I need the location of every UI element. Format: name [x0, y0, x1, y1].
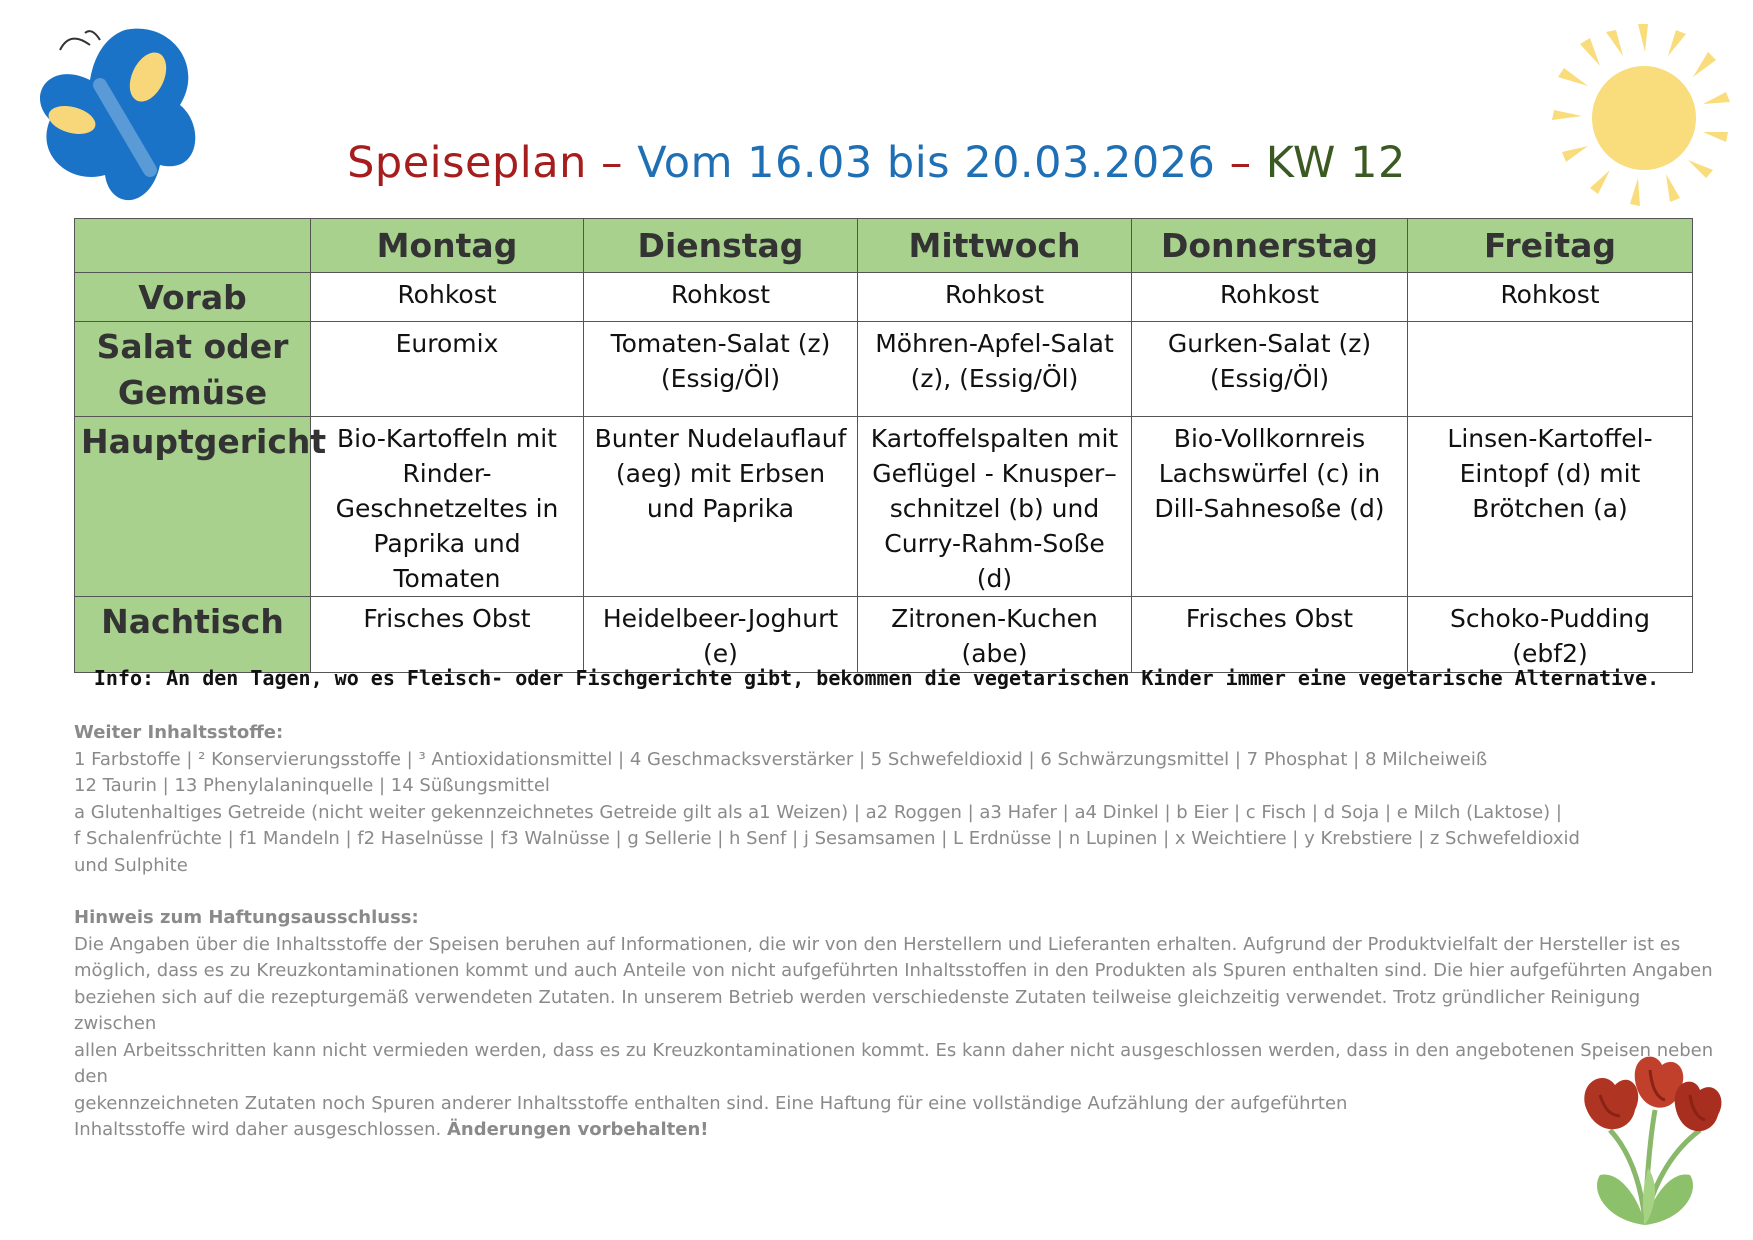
- ingredients-heading: Weiter Inhaltsstoffe:: [74, 722, 284, 743]
- corner-cell: [75, 219, 311, 273]
- changes-reserved: Änderungen vorbehalten!: [446, 1119, 709, 1140]
- table-header-row: [75, 219, 1693, 273]
- table-cell: Rohkost: [858, 273, 1132, 322]
- table-cell: Möhren-Apfel-Salat (z), (Essig/Öl): [858, 322, 1132, 417]
- table-cell: Rohkost: [1132, 273, 1408, 322]
- table-cell: Tomaten-Salat (z) (Essig/Öl): [584, 322, 858, 417]
- table-cell: Euromix: [311, 322, 584, 417]
- day-header: Freitag: [1408, 219, 1693, 273]
- page-title: [0, 138, 1753, 188]
- disclaimer-heading: Hinweis zum Haftungsausschluss:: [74, 907, 419, 928]
- row-label: Nachtisch: [75, 597, 311, 673]
- disclaimer-line: Die Angaben über die Inhaltsstoffe der Speisen beruhen auf Informationen, die wir von den Herstellern und Lieferanten erhalten. Aufgrund der Produktvielfalt der Hersteller ist es: [74, 933, 1681, 955]
- title-date-range: Vom 16.03 bis 20.03.2026: [637, 138, 1216, 188]
- table-cell: Schoko-Pudding (ebf2): [1408, 597, 1693, 673]
- table-cell: Rohkost: [584, 273, 858, 322]
- table-cell: Heidelbeer-Joghurt (e): [584, 597, 858, 673]
- title-dash: –: [586, 138, 638, 188]
- disclaimer-line: allen Arbeitsschritten kann nicht vermieden werden, dass es zu Kreuzkontaminationen kommt. Es kann daher nicht ausgeschlossen werden, dass in den angebotenen Speisen neben den: [74, 1039, 1714, 1087]
- table-cell: Frisches Obst: [311, 597, 584, 673]
- day-header: Donnerstag: [1132, 219, 1408, 273]
- table-cell: Frisches Obst: [1132, 597, 1408, 673]
- table-cell: Linsen-Kartoffel-Eintopf (d) mit Brötchen (a): [1408, 417, 1693, 597]
- ingredients-line: a Glutenhaltiges Getreide (nicht weiter gekennzeichnetes Getreide gilt als a1 Weizen) | a2 Roggen | a3 Hafer | a4 Dinkel | b Eier | c Fisch | d Soja | e Milch (Laktose) |: [74, 801, 1562, 823]
- title-speiseplan: Speiseplan: [347, 138, 587, 188]
- menu-table: [74, 218, 1693, 673]
- notes-section: [74, 720, 1714, 1144]
- ingredients-line: 1 Farbstoffe | ² Konservierungsstoffe | ³ Antioxidationsmittel | 4 Geschmacksverstärker | 5 Schwefeldioxid | 6 Schwärzungsmittel | 7 Phosphat | 8 Milcheiweiß: [74, 748, 1488, 770]
- title-week: KW 12: [1265, 138, 1406, 188]
- table-cell: Kartoffelspalten mit Geflügel - Knusper– schnitzel (b) und Curry-Rahm-Soße (d): [858, 417, 1132, 597]
- table-cell: Gurken-Salat (z) (Essig/Öl): [1132, 322, 1408, 417]
- day-header: Mittwoch: [858, 219, 1132, 273]
- row-label: Hauptgericht: [75, 417, 311, 597]
- table-cell: Rohkost: [311, 273, 584, 322]
- ingredients-line: und Sulphite: [74, 854, 188, 876]
- disclaimer-line: möglich, dass es zu Kreuzkontaminationen kommt und auch Anteile von nicht aufgeführten Inhaltsstoffen in den Produkten als Spuren enthalten sind. Die hier aufgeführten Angaben: [74, 960, 1713, 981]
- disclaimer-line: gekennzeichneten Zutaten noch Spuren anderer Inhaltsstoffe enthalten sind. Eine Haftung für eine vollständige Aufzählung der aufgeführten: [74, 1092, 1348, 1114]
- table-row: [75, 273, 1693, 322]
- row-label: Vorab: [75, 273, 311, 322]
- disclaimer-line: beziehen sich auf die rezepturgemäß verwendeten Zutaten. In unserem Betrieb werden verschiedenste Zutaten teilweise gleichzeitig verwendet. Trotz gründlicher Reinigung zwischen: [74, 986, 1641, 1034]
- table-cell: Bio-Kartoffeln mit Rinder-Geschnetzeltes in Paprika und Tomaten: [311, 417, 584, 597]
- table-cell: Rohkost: [1408, 273, 1693, 322]
- table-row: [75, 322, 1693, 417]
- day-header: Montag: [311, 219, 584, 273]
- table-row: [75, 417, 1693, 597]
- table-cell: [1408, 322, 1693, 417]
- disclaimer-last-line: [74, 1117, 1714, 1144]
- row-label: Salat oder Gemüse: [75, 322, 311, 417]
- info-note: Info: An den Tagen, wo es Fleisch- oder Fischgerichte gibt, bekommen die vegetarischen Kinder immer eine vegetarische Alternative.: [93, 666, 1660, 690]
- day-header: Dienstag: [584, 219, 858, 273]
- table-cell: Bio-Vollkornreis Lachswürfel (c) in Dill-Sahnesoße (d): [1132, 417, 1408, 597]
- disclaimer-last-text: Inhaltsstoffe wird daher ausgeschlossen.: [74, 1119, 447, 1140]
- ingredients-line: 12 Taurin | 13 Phenylalaninquelle | 14 Süßungsmittel: [74, 775, 550, 796]
- table-cell: Bunter Nudelauflauf (aeg) mit Erbsen und Paprika: [584, 417, 858, 597]
- title-dash: –: [1215, 138, 1266, 188]
- table-cell: Zitronen-Kuchen (abe): [858, 597, 1132, 673]
- ingredients-line: f Schalenfrüchte | f1 Mandeln | f2 Haselnüsse | f3 Walnüsse | g Sellerie | h Senf | j Sesamsamen | L Erdnüsse | n Lupinen | x Weichtiere | y Krebstiere | z Schwefeldioxid: [74, 828, 1580, 849]
- table-row: [75, 597, 1693, 673]
